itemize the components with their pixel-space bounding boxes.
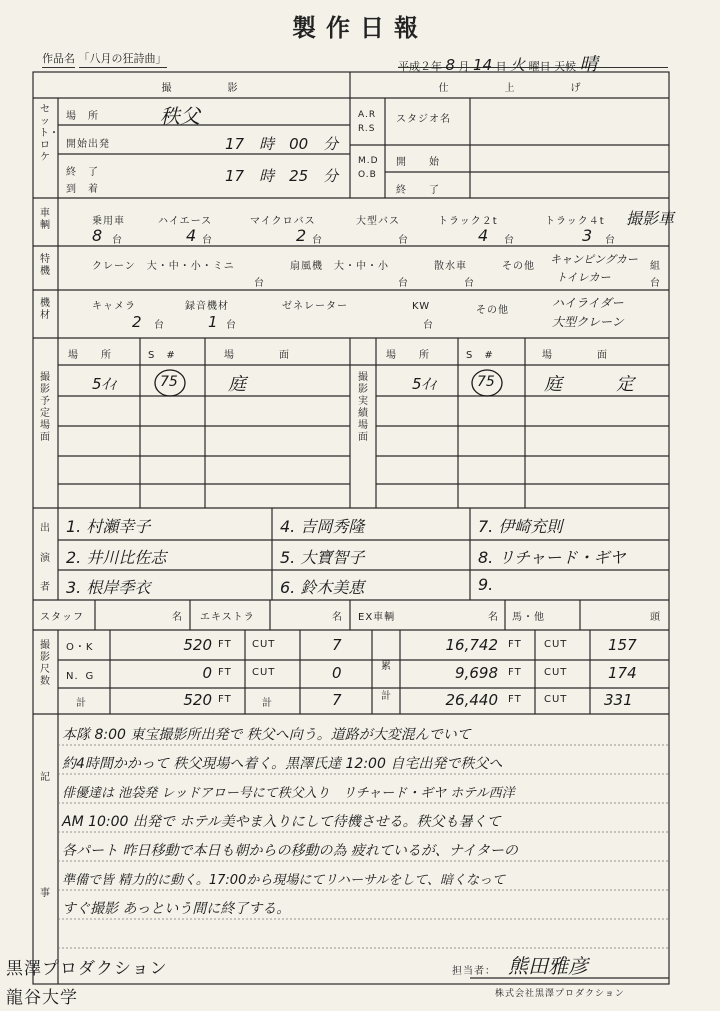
- work-title-field: [42, 50, 167, 66]
- water-label: 散水車: [434, 261, 467, 272]
- actual-place-value: 5ｲｨ: [412, 375, 437, 393]
- section-satsuei: 撮 影: [161, 83, 239, 94]
- notes-line-5: 各パート 昨日移動で本日も朝からの移動の為 疲れているが、ナイターの: [62, 843, 518, 859]
- kw-label: KW: [412, 301, 431, 312]
- film-total-total-ft: 26,440: [445, 691, 498, 709]
- notes-line-3: 俳優達は 池袋発 レッドアロー号にて秩父入り リチャード・ギヤ ホテル西洋: [62, 786, 515, 801]
- ob-label: O.B: [358, 170, 377, 180]
- fan-label: 扇風機 大・中・小: [290, 261, 389, 272]
- cast-item-1: 1. 村瀬幸子: [66, 517, 151, 536]
- ar-label: A.R: [358, 110, 377, 120]
- vehicle-value-0: 8: [92, 226, 103, 245]
- cut-label-ng-2: CUT: [544, 667, 568, 678]
- sound-value: 1: [208, 313, 218, 331]
- cast-item-2: 2. 井川比佐志: [66, 548, 167, 567]
- actual-scene-value: 庭 定: [544, 374, 634, 395]
- vehicle-unit-2: 台: [312, 235, 323, 246]
- plan-s-value: 75: [160, 374, 178, 390]
- cast-item-6: 6. 鈴木美恵: [280, 578, 365, 597]
- film-total-cut: 7: [332, 691, 342, 709]
- tou-label: 頭: [650, 612, 661, 623]
- horse-label: 馬・他: [512, 612, 545, 623]
- equip-other-label: その他: [476, 305, 509, 316]
- cast-label-2: 演: [40, 553, 51, 564]
- notes-line-1: 本隊 8:00 東宝撮影所出発で 秩父へ向う。道路が大変混んでいて: [62, 727, 471, 743]
- vehicle-unit-0: 台: [112, 235, 123, 246]
- weather-label: 天候: [554, 60, 577, 73]
- notes-line-2: 約4時間かかって 秩父現場へ着く。黒澤氏達 12:00 自宅出発で秩父へ: [62, 756, 503, 772]
- shuryo-label: 終 了: [396, 185, 440, 196]
- crane-unit: 台: [254, 278, 265, 289]
- plan-place-value: 5ｲｨ: [92, 375, 117, 393]
- kw-unit: 台: [423, 320, 434, 331]
- cast-item-7: 7. 伊崎充則: [478, 517, 563, 536]
- notes-label-2: 事: [40, 888, 51, 899]
- cast-label-1: 出: [40, 523, 51, 534]
- camera-value: 2: [132, 313, 142, 331]
- report-title: 製作日報: [292, 13, 428, 42]
- vehicle-unit-3: 台: [398, 235, 409, 246]
- camera-unit: 台: [154, 320, 165, 331]
- vehicle-unit-4: 台: [504, 235, 515, 246]
- sound-label: 録音機材: [185, 301, 229, 312]
- sound-unit: 台: [226, 320, 237, 331]
- actual-col-scene: 場 面: [542, 350, 608, 361]
- ft-unit-ng: FT: [218, 667, 232, 678]
- cast-item-8: 8. リチャード・ギヤ: [478, 548, 626, 567]
- plan-scene-label: 撮影予定場面: [40, 372, 50, 443]
- date-weather-field: [398, 50, 668, 75]
- ft-unit-total: FT: [218, 694, 232, 705]
- notes-label-1: 記: [40, 772, 51, 783]
- place-label: 場 所: [66, 111, 99, 122]
- weekday-value: 火: [510, 56, 526, 74]
- day-value: 14: [473, 56, 493, 74]
- cast-item-9: 9.: [478, 575, 494, 594]
- start-label: 開始出発: [66, 139, 110, 150]
- notes-line-4: AM 10:00 出発で ホテル美やま入りにして待機させる。秩父も暑くて: [62, 814, 501, 830]
- actual-scene-label: 撮影実績場面: [358, 372, 368, 443]
- vehicle-header-4: トラック２t: [438, 216, 498, 227]
- work-value: 「八月の狂詩曲」: [79, 52, 167, 68]
- end-value: 17 時 25 分: [225, 167, 339, 185]
- cast-item-3: 3. 根岸季衣: [66, 578, 151, 597]
- film-ng-ft: 0: [202, 664, 212, 682]
- studio-label: スタジオ名: [396, 114, 451, 125]
- company-name: 株式会社黒澤プロダクション: [495, 989, 625, 999]
- plan-scene-value: 庭: [228, 374, 246, 395]
- ft-unit-ng-2: FT: [508, 667, 522, 678]
- water-unit: 台: [464, 278, 475, 289]
- tantou-label: 担当者：: [452, 966, 496, 977]
- ex-vehicle-label: EX車輌: [358, 612, 396, 623]
- ruikei-label: 累計: [381, 661, 391, 702]
- notes-line-6: 準備で皆 精力的に動く。17:00から現場にてリハーサルをして、暗くなって: [62, 873, 506, 888]
- vehicles-label: 車輌: [40, 208, 50, 231]
- plan-col-scene: 場 面: [224, 350, 290, 361]
- special-other-value-2: トイレカー: [556, 271, 611, 284]
- vehicle-unit-5: 台: [605, 235, 616, 246]
- work-label: 作品名: [42, 52, 75, 68]
- vehicle-value-4: 4: [478, 226, 489, 245]
- staff-mei: 名: [172, 612, 183, 623]
- film-row-label-ng: N．G: [66, 671, 95, 682]
- staff-label: スタッフ: [40, 612, 84, 623]
- cut-label-ok-2: CUT: [544, 639, 568, 650]
- crane-label: クレーン 大・中・小・ミニ: [92, 261, 235, 272]
- rs-label: R.S: [358, 124, 376, 134]
- ft-unit-ok-2: FT: [508, 639, 522, 650]
- film-row-label-ok: O・K: [66, 642, 94, 653]
- place-value: 秩父: [160, 104, 200, 128]
- vehicle-header-1: ハイエース: [158, 216, 213, 227]
- vehicle-extra: 撮影車: [626, 209, 675, 228]
- tantou-name: 熊田雅彦: [508, 954, 588, 978]
- notes-line-7: すぐ撮影 あっという間に終了する。: [62, 901, 291, 917]
- ex-mei: 名: [488, 612, 499, 623]
- md-label: M.D: [358, 156, 379, 166]
- cut-label-ok: CUT: [252, 639, 276, 650]
- vehicle-value-1: 4: [186, 226, 197, 245]
- plan-col-s: S #: [148, 350, 176, 361]
- film-ok-total-ft: 16,742: [445, 636, 498, 654]
- fan-unit: 台: [398, 278, 409, 289]
- film-total-total-cut: 331: [604, 691, 633, 709]
- vehicle-header-2: マイクロバス: [250, 216, 316, 227]
- vehicle-value-5: 3: [582, 226, 593, 245]
- special-other-value-1: キャンピングカー: [550, 253, 638, 266]
- equip-other-value-2: 大型クレーン: [552, 315, 624, 329]
- end-label-2: 到 着: [66, 184, 99, 195]
- watermark-ryukoku: 龍谷大学: [6, 988, 78, 1008]
- set-loca-label: セット・ロケ: [39, 104, 59, 163]
- actual-col-s: S #: [466, 350, 494, 361]
- actual-col-place: 場 所: [386, 350, 430, 361]
- weekday-label: 曜日: [528, 60, 551, 73]
- film-label: 撮影尺数: [40, 640, 50, 687]
- month-label: 月: [458, 60, 470, 73]
- special-unit: 台: [650, 278, 661, 289]
- weather-value: 晴: [579, 54, 598, 75]
- start-value: 17 時 00 分: [225, 135, 339, 153]
- cast-label-3: 者: [40, 582, 51, 593]
- generator-label: ゼネレーター: [282, 301, 348, 312]
- special-other-label: その他: [502, 261, 535, 272]
- section-shiage: 仕 上 げ: [438, 83, 582, 94]
- extra-mei: 名: [332, 612, 343, 623]
- ft-unit-total-2: FT: [508, 694, 522, 705]
- equipment-label: 機材: [40, 298, 50, 321]
- ft-unit-ok: FT: [218, 639, 232, 650]
- film-ng-total-cut: 174: [608, 664, 637, 682]
- film-total-ft: 520: [183, 691, 212, 709]
- month-value: 8: [445, 56, 456, 74]
- film-ok-total-cut: 157: [608, 636, 637, 654]
- kumi-label: 組: [650, 261, 661, 272]
- vehicle-header-3: 大型バス: [356, 216, 400, 227]
- film-ok-ft: 520: [183, 636, 212, 654]
- vehicle-header-5: トラック４t: [545, 216, 605, 227]
- film-ng-cut: 0: [332, 664, 342, 682]
- film-ng-total-ft: 9,698: [455, 664, 498, 682]
- vehicle-value-2: 2: [296, 226, 307, 245]
- plan-col-place: 場 所: [68, 350, 112, 361]
- cut-label-ng: CUT: [252, 667, 276, 678]
- vehicle-unit-1: 台: [202, 235, 213, 246]
- cut-label-total-2: CUT: [544, 694, 568, 705]
- day-label: 日: [495, 60, 507, 73]
- vehicle-header-0: 乗用車: [92, 216, 125, 227]
- equip-other-value-1: ハイライダー: [552, 296, 624, 310]
- extra-label: エキストラ: [200, 612, 255, 623]
- actual-s-value: 75: [477, 374, 495, 390]
- film-ok-cut: 7: [332, 636, 342, 654]
- special-label: 特機: [40, 254, 50, 277]
- film-row-label-total: 計: [76, 698, 87, 709]
- camera-label: キャメラ: [92, 301, 136, 312]
- kaishi-label: 開 始: [396, 157, 440, 168]
- watermark-kurosawa: 黒澤プロダクション: [6, 959, 168, 979]
- kei-label: 計: [262, 698, 273, 709]
- cast-item-5: 5. 大寶智子: [280, 548, 365, 567]
- era: 平成２年: [398, 60, 442, 73]
- end-label-1: 終 了: [66, 167, 99, 178]
- cast-item-4: 4. 吉岡秀隆: [280, 517, 365, 536]
